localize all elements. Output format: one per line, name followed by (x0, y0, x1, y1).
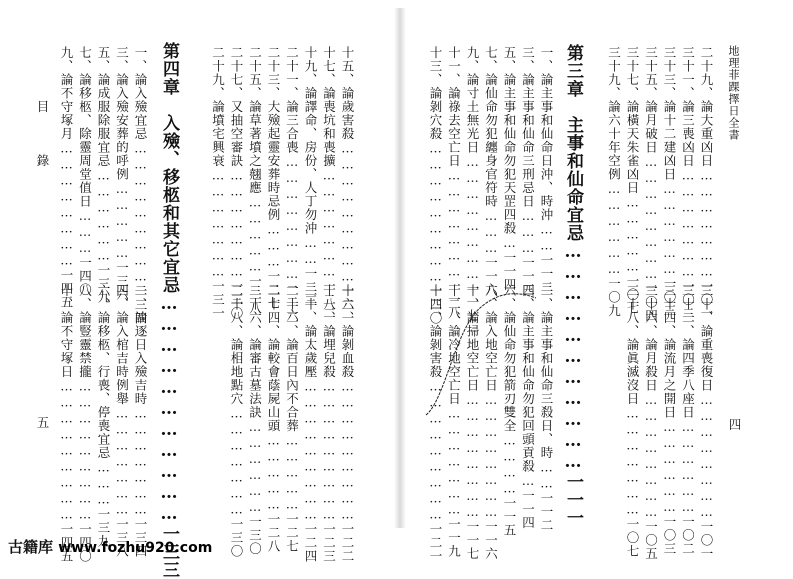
toc-entry: 二十九、論大重凶日…………………一〇一 (699, 46, 714, 320)
toc-entry: 二、論逐日入殮吉時…………………一三四 (133, 284, 148, 558)
toc-entry: 六、論仙命勿犯箭刃雙全…………一一五 (502, 284, 517, 537)
toc-entry: 三十四、論流月之開日………………一〇三 (662, 284, 677, 556)
toc-entry: 九、論寸土無光日……………………一一七 (465, 46, 480, 323)
toc-entry: 十八、論埋兒殺………………………一二三 (321, 284, 337, 563)
toc-entry: 十一、論祿去空亡日…………………一一八 (446, 46, 462, 320)
toc-entry: 三十五、論月破日……………………一〇四 (643, 46, 659, 323)
left-page-number: 五 (35, 416, 50, 430)
toc-entry: 三十一、論三喪凶日…………………一〇二 (680, 46, 696, 320)
toc-entry: 二十二、論百日內不合葬……………一二七 (284, 284, 300, 553)
toc-entry: 三十八、論眞滅沒日…………………一〇七 (625, 284, 640, 558)
toc-entry: 二十八、論相地點穴…………………一三〇 (229, 284, 244, 558)
toc-entry: 八、論入地空亡日……………………一一六 (483, 284, 499, 561)
toc-entry: 七、論移柩、除靈周堂值日………一四〇 (77, 46, 93, 297)
toc-entry: 二十九、論墳宅興衰…………………一三一 (210, 46, 226, 320)
toc-entry: 五、論成服除服宜忌………………一三九 (96, 46, 111, 304)
toc-entry: 十四、論剝害殺………………………一二一 (428, 284, 443, 563)
toc-entry: 三十六、論月殺日……………………一〇五 (643, 284, 659, 561)
watermark-footer (8, 536, 212, 557)
toc-entry: 十二、論冷地空亡日…………………一一九 (446, 284, 462, 558)
toc-entry: 二十五、論草著墳之翹應……………一二八 (247, 46, 263, 315)
left-side-label-1: 目 (35, 100, 50, 114)
toc-entry: 二十一、論三合喪……………………一二六 (284, 46, 300, 323)
toc-entry: 十、論掃地空亡日……………………一一七 (465, 284, 480, 561)
toc-entry: 三十、論重喪復日……………………一〇一 (699, 284, 714, 561)
toc-entry: 十六、論剝血殺………………………一二二 (340, 284, 355, 563)
toc-entry: 六、論移柩、行喪、停喪宜忌………一三九 (96, 284, 111, 548)
toc-entry: 五、論主事和仙命勿犯天罡四殺…一一四 (502, 46, 517, 292)
toc-entry: 十三、論剝穴殺………………………一二〇 (428, 46, 443, 325)
toc-entry: 三十二、論四季八座日………………一〇二 (680, 284, 696, 556)
chapter4-title: 第四章 入殮、移柩和其它宜忌……………………………一三三 (159, 42, 179, 579)
toc-entry: 三、論主事和仙命三刑忌日………一一三 (520, 46, 536, 297)
toc-entry: 二十三、大殮起靈安葬時忌例………一二七 (266, 46, 281, 310)
toc-entry: 九、論不守塚月……………………一四五 (59, 46, 74, 309)
chapter3-title: 第三章 主事和仙命宜忌……………………………一一一 (563, 44, 583, 527)
toc-entry: 八、論豎靈禁攏………………………一四〇 (77, 284, 93, 563)
toc-entry: 一、論入殮宜忌………………………一三四 (133, 46, 148, 325)
site-url: www.fozhu920.com (58, 540, 213, 556)
site-name: 古籍库 (8, 538, 54, 556)
toc-entry: 十、論不守塚日………………………一四五 (59, 284, 74, 563)
toc-entry: 三十七、論橫天朱雀凶日……………一〇七 (625, 46, 640, 315)
toc-entry: 三十九、論六十年空例………………一〇九 (606, 46, 622, 318)
toc-entry: 二十七、又抽空審訣…………………一三〇 (229, 46, 244, 320)
toc-entry: 三十三、論十二建凶日………………一〇三 (662, 46, 677, 318)
toc-entry: 二十四、論較會蔭屍山頭……………一二八 (266, 284, 281, 553)
toc-entry: 十九、論譯命、房份、人丁勿沖……一二三 (303, 46, 318, 308)
toc-entry: 四、論入棺吉時例舉…………………一三八 (114, 284, 130, 558)
toc-entry: 一、論主事和仙命日沖、時沖……一一二 (539, 46, 554, 294)
toc-entry: 十五、論歲害殺………………………一二一 (340, 46, 355, 325)
toc-entry: 二十、論太歲壓………………………一二四 (303, 284, 318, 563)
toc-entry: 三、論入殮安葬的呼例……………一三六 (114, 46, 130, 302)
right-page-number: 四 (727, 418, 742, 432)
toc-entry: 七、論仙命勿犯纏身官符時………一一六 (483, 46, 499, 297)
running-head: 地理菲踝擇日全書 (727, 45, 740, 141)
toc-entry: 十七、論喪坑和喪擴…………………一二二 (321, 46, 337, 320)
left-side-label-2: 錄 (35, 154, 50, 168)
toc-entry: 四、論主事和仙命勿犯回頭貢殺…一一四 (520, 284, 536, 530)
toc-entry: 二、論主事和仙命三殺日、時……一一二 (539, 284, 554, 532)
toc-entry: 二十六、論審古墓法訣………………一三〇 (247, 284, 263, 556)
